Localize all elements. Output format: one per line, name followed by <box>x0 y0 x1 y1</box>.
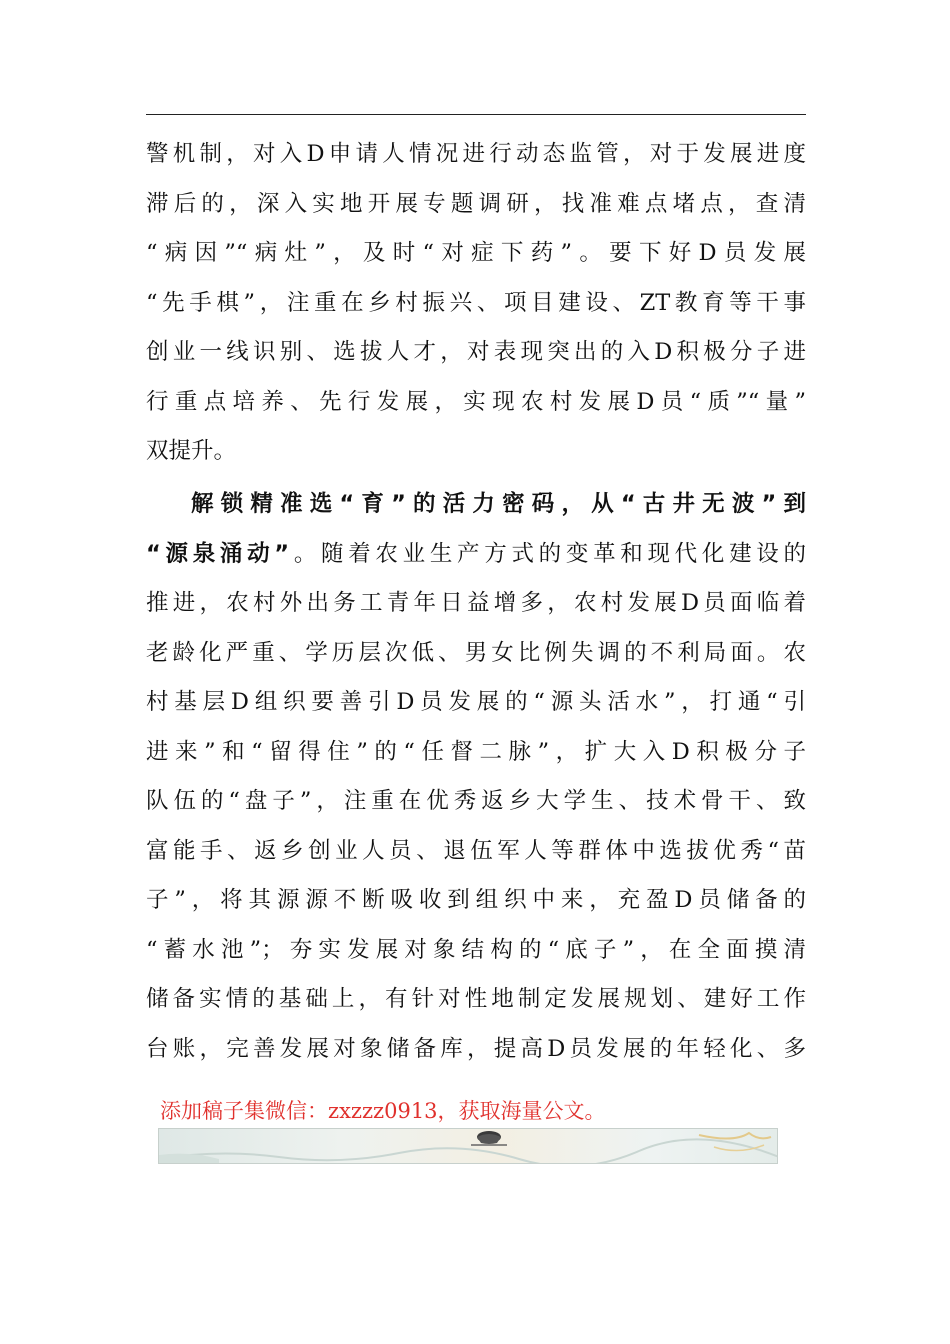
paragraph-line: 储备实情的基础上，有针对性地制定发展规划、建好工作 <box>146 986 806 1012</box>
paragraph-line: “病因”“病灶”，及时“对症下药”。要下好D员发展 <box>146 240 806 266</box>
paragraph-line: 创业一线识别、选拔人才，对表现突出的入D积极分子进 <box>146 339 806 365</box>
paragraph-heading-tail: “源泉涌动” <box>146 540 290 567</box>
paragraph-2 <box>146 480 806 1074</box>
paragraph-line: 村基层D组织要善引D员发展的“源头活水”，打通“引 <box>146 689 806 715</box>
wechat-promo-text: 添加稿子集微信：zxzzz0913，获取海量公文。 <box>160 1099 606 1123</box>
paragraph-line: 进来”和“留得住”的“任督二脉”，扩大入D积极分子 <box>146 738 806 765</box>
paragraph-line: 子”，将其源源不断吸收到组织中来，充盈D员储备的 <box>146 887 806 913</box>
header-rule <box>146 114 806 115</box>
paragraph-1 <box>146 130 806 477</box>
paragraph-line: 滞后的，深入实地开展专题调研，找准难点堵点，查清 <box>146 190 806 217</box>
paragraph-line: 台账，完善发展对象储备库，提高D员发展的年轻化、多 <box>146 1035 806 1062</box>
paragraph-line: 队伍的“盘子”，注重在优秀返乡大学生、技术骨干、致 <box>146 788 806 814</box>
ad-banner[interactable] <box>158 1128 778 1164</box>
ink-landscape-icon <box>159 1129 778 1164</box>
paragraph-line: 双提升。 <box>146 438 237 464</box>
paragraph-line: 老龄化严重、学历层次低、男女比例失调的不利局面。农 <box>146 639 806 666</box>
paragraph-line: “先手棋”，注重在乡村振兴、项目建设、ZT教育等干事 <box>146 289 806 316</box>
paragraph-line: “蓄水池”；夯实发展对象结构的“底子”，在全面摸清 <box>146 936 806 963</box>
paragraph-line: 富能手、返乡创业人员、退伍军人等群体中选拔优秀“苗 <box>146 837 806 864</box>
paragraph-line: 推进，农村外出务工青年日益增多，农村发展D员面临着 <box>146 590 806 616</box>
paragraph-line-rest: 。随着农业生产方式的变革和现代化建设的 <box>289 540 806 567</box>
paragraph-line: 行重点培养、先行发展，实现农村发展D员“质”“量” <box>146 388 806 415</box>
paragraph-line <box>146 530 806 580</box>
paragraph-line: 警机制，对入D申请人情况进行动态监管，对于发展进度 <box>146 141 806 167</box>
paragraph-heading-line: 解锁精准选“育”的活力密码，从“古井无波”到 <box>191 491 806 517</box>
